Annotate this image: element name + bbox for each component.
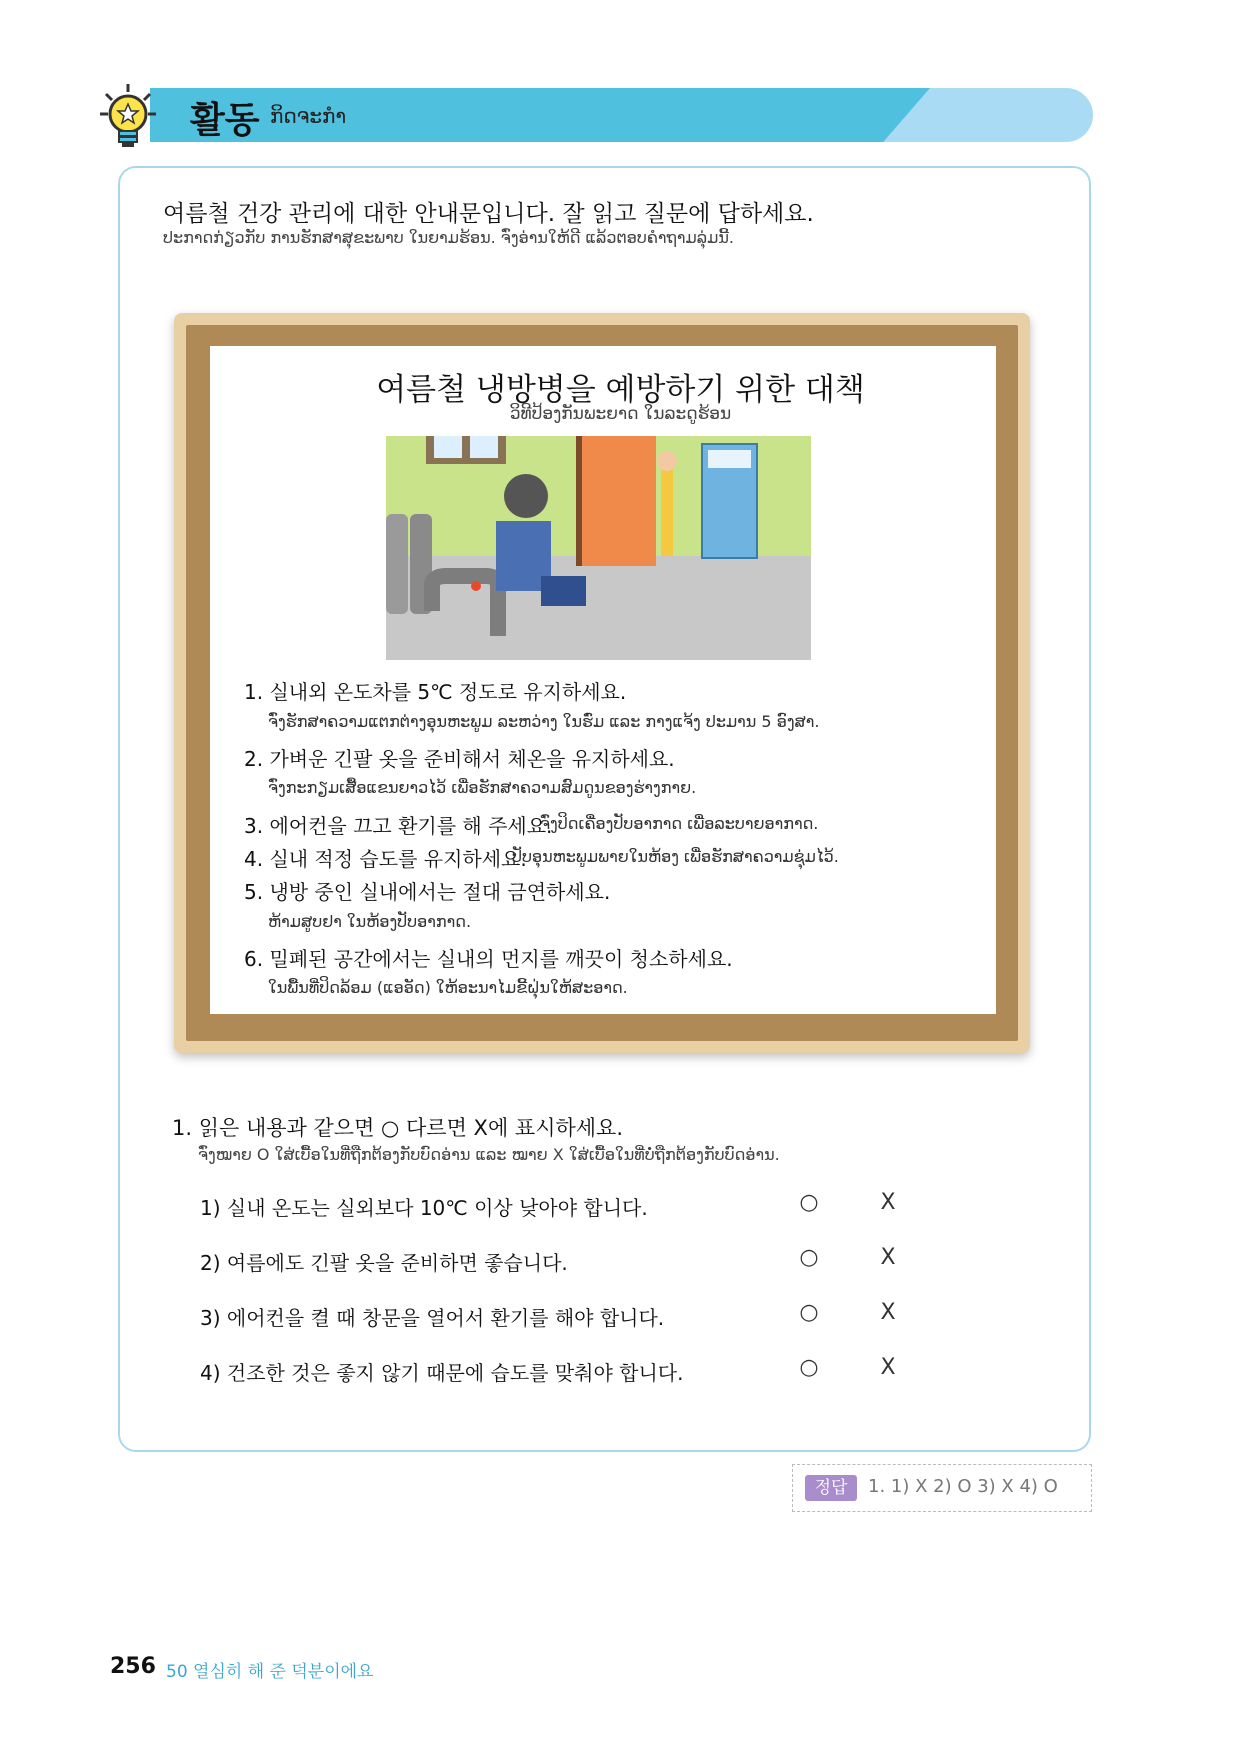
tip-6-korean: 6. 밀폐된 공간에서는 실내의 먼지를 깨끗이 청소하세요. bbox=[244, 947, 733, 971]
question-korean: 1. 읽은 내용과 같으면 ○ 다르면 X에 표시하세요. bbox=[172, 1116, 624, 1140]
lightbulb-icon bbox=[98, 82, 158, 148]
question-item-2: 2) 여름에도 긴팔 옷을 준비하면 좋습니다. bbox=[200, 1251, 568, 1275]
welder-illustration bbox=[386, 436, 811, 660]
tip-3-korean: 3. 에어컨을 끄고 환기를 해 주세요. bbox=[244, 814, 553, 838]
poster-title: 여름철 냉방병을 예방하기 위한 대책 bbox=[376, 372, 865, 408]
cross-option-1[interactable]: X bbox=[880, 1190, 896, 1215]
question-item-3: 3) 에어컨을 켤 때 창문을 열어서 환기를 해야 합니다. bbox=[200, 1306, 665, 1330]
tip-1-lao: ຈົ່ງຮັກສາຄວາມແຕກຕ່າງອຸນຫະພູມ ລະຫວ່າງ ໃນຮົ່ມ ແລະ ກາງແຈ້ງ ປະມານ 5 ອົງສາ. bbox=[268, 712, 820, 731]
header-banner-accent bbox=[150, 88, 930, 142]
tip-5-korean: 5. 냉방 중인 실내에서는 절대 금연하세요. bbox=[244, 880, 611, 904]
cross-option-2[interactable]: X bbox=[880, 1245, 896, 1270]
tip-2-lao: ຈົ່ງກະກຽມເສື້ອແຂນຍາວໄວ້ ເພື່ອຮັກສາຄວາມສົມດູນຂອງຮ່າງກາຍ. bbox=[268, 778, 697, 797]
chapter-title: 50 열심히 해 준 덕분이에요 bbox=[166, 1662, 374, 1682]
tip-1-korean: 1. 실내외 온도차를 5℃ 정도로 유지하세요. bbox=[244, 680, 627, 704]
circle-option-1[interactable]: ○ bbox=[799, 1190, 819, 1215]
tip-3-lao: ຈົ່ງປິດເຄື່ອງປັບອາກາດ ເພື່ອລະບາຍອາກາດ. bbox=[540, 814, 819, 833]
cross-option-4[interactable]: X bbox=[880, 1355, 896, 1380]
cross-option-3[interactable]: X bbox=[880, 1300, 896, 1325]
page-number: 256 bbox=[110, 1654, 156, 1679]
answer-badge: 정답 bbox=[805, 1475, 857, 1501]
question-item-4: 4) 건조한 것은 좋지 않기 때문에 습도를 맞춰야 합니다. bbox=[200, 1361, 684, 1385]
tip-4-korean: 4. 실내 적정 습도를 유지하세요. bbox=[244, 847, 527, 871]
intro-korean: 여름철 건강 관리에 대한 안내문입니다. 잘 읽고 질문에 답하세요. bbox=[163, 201, 814, 227]
circle-option-3[interactable]: ○ bbox=[799, 1300, 819, 1325]
question-item-1: 1) 실내 온도는 실외보다 10℃ 이상 낮아야 합니다. bbox=[200, 1196, 648, 1220]
answer-text: 1. 1) X 2) O 3) X 4) O bbox=[868, 1476, 1058, 1497]
activity-subtitle: ກິດຈະກຳ bbox=[270, 104, 347, 128]
activity-title: 활동 bbox=[190, 100, 260, 141]
poster-subtitle: ວິທີປ້ອງກັນພະຍາດ ໃນລະດູຮ້ອນ bbox=[509, 404, 732, 424]
circle-option-2[interactable]: ○ bbox=[799, 1245, 819, 1270]
question-lao: ຈົ່ງໝາຍ O ໃສ່ເບື້ອໃນທີ່ຖືກຕ້ອງກັບບົດອ່ານ ແລະ ໝາຍ X ໃສ່ເບື້ອໃນທີ່ບໍ່ຖືກຕ້ອງກັບບົດອ່ານ. bbox=[198, 1145, 780, 1164]
circle-option-4[interactable]: ○ bbox=[799, 1355, 819, 1380]
tip-4-lao: ປັບອຸນຫະພູມພາຍໃນຫ້ອງ ເພື່ອຮັກສາຄວາມຊຸ່ມໄວ້. bbox=[512, 847, 839, 866]
intro-lao: ປະກາດກ່ຽວກັບ ການຮັກສາສຸຂະພາບ ໃນຍາມຮ້ອນ. ຈົ່ງອ່ານໃຫ້ດີ ແລ້ວຕອບຄຳຖາມລຸ່ມນີ້. bbox=[163, 228, 734, 247]
tip-5-lao: ຫ້າມສູບຢາ ໃນຫ້ອງປັບອາກາດ. bbox=[268, 912, 472, 931]
tip-2-korean: 2. 가벼운 긴팔 옷을 준비해서 체온을 유지하세요. bbox=[244, 747, 675, 771]
tip-6-lao: ໃນພື້ນທີ່ປິດລ້ອມ (ແອອັດ) ໃຫ້ອະນາໄມຂີ້ຝຸ່ນໃຫ້ສະອາດ. bbox=[268, 978, 628, 997]
